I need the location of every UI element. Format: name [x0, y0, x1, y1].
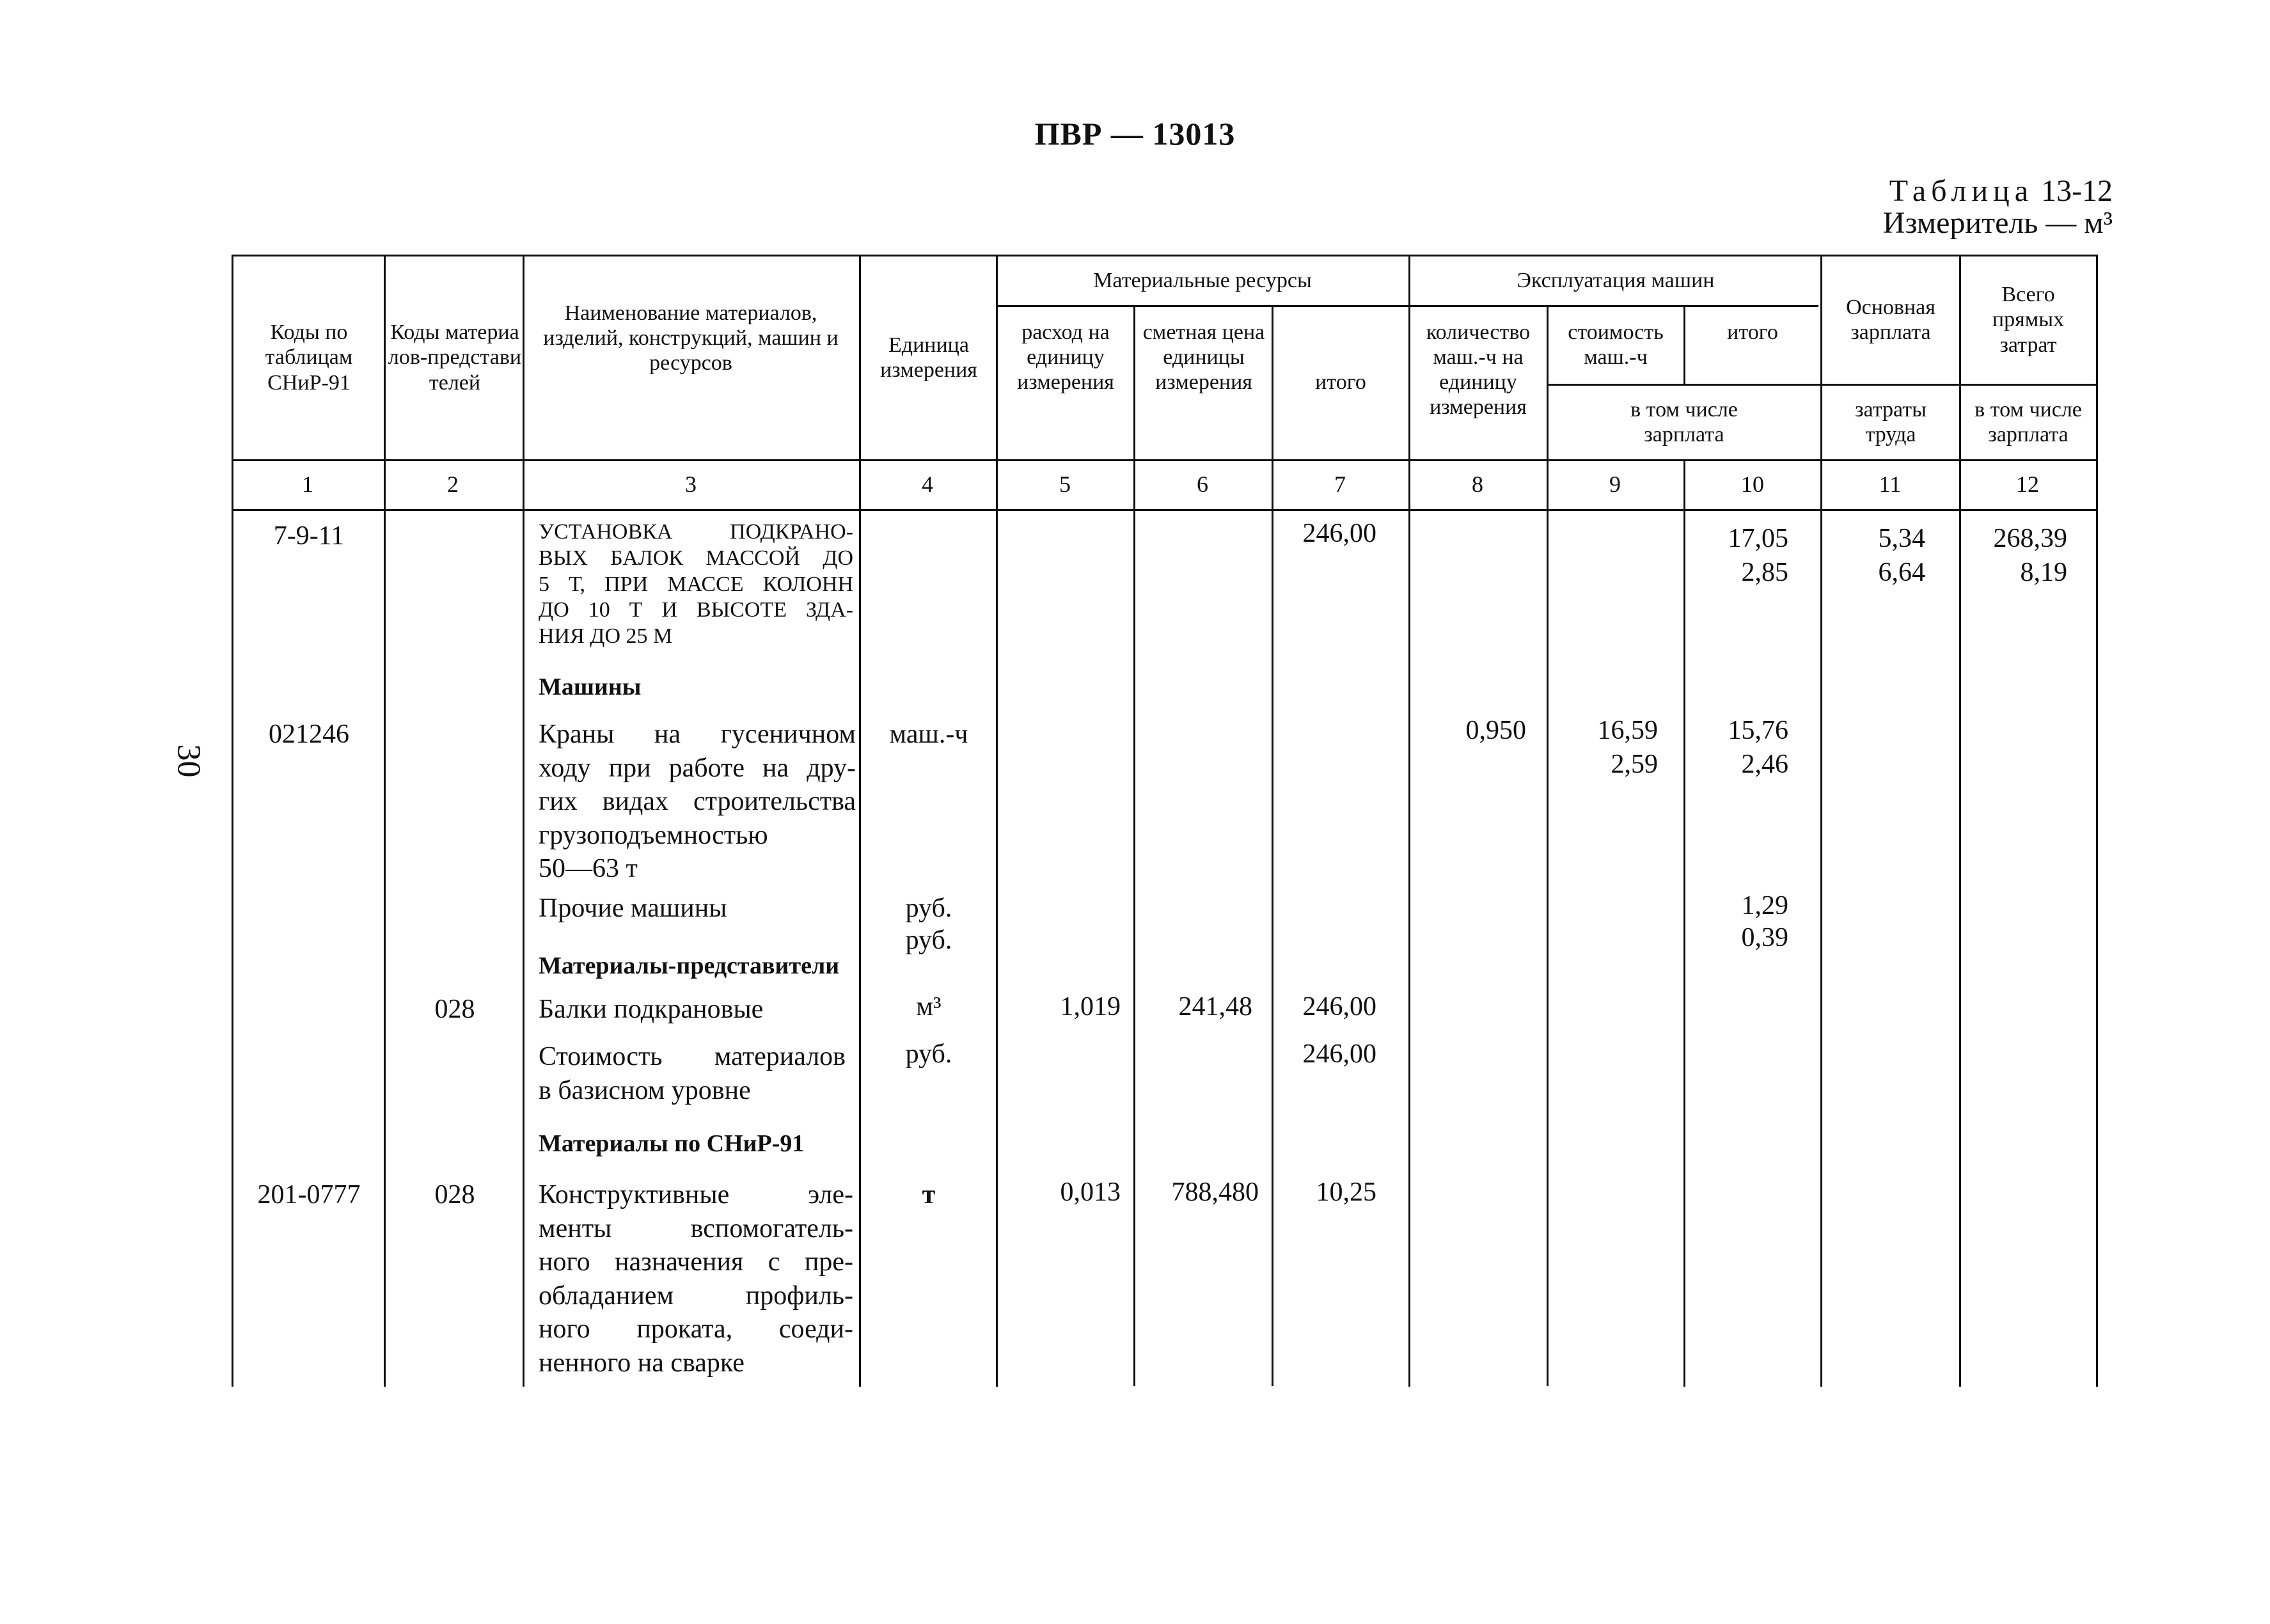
measure-unit: Измеритель — м³ — [1882, 206, 2113, 240]
header-col6: сметная цена единицы измерения — [1142, 320, 1265, 395]
header-col10: итого — [1727, 320, 1778, 344]
crane-name: Краны на гусеничном ходу при работе на дру- гих видах строительства грузоподъемностью 50—63 т — [539, 720, 856, 883]
main-col12: 268,39 8,19 — [1993, 524, 2067, 587]
column-number-9: 9 — [1609, 471, 1621, 497]
grid-line-v10 — [1683, 305, 1685, 384]
beams-col7: 246,00 — [1302, 992, 1376, 1021]
grid-line-v11 — [1820, 255, 1822, 1387]
section-representatives: Материалы-представители — [539, 952, 840, 979]
column-number-6: 6 — [1197, 471, 1208, 497]
header-group-material: Материальные ресурсы — [1093, 268, 1312, 292]
grid-line-numbers-bottom — [232, 509, 2098, 511]
column-number-8: 8 — [1472, 471, 1483, 497]
other-machines-name: Прочие машины — [539, 894, 727, 923]
beams-unit: м³ — [916, 992, 942, 1021]
column-number-7: 7 — [1334, 471, 1346, 497]
column-number-10: 10 — [1741, 471, 1764, 497]
header-col2: Коды материалов-представителей — [388, 320, 522, 395]
crane-code: 021246 — [269, 720, 349, 749]
other-machines-col10: 1,29 — [1741, 891, 1788, 920]
header-col7: итого — [1315, 370, 1366, 395]
structural-col6: 788,480 — [1171, 1178, 1259, 1207]
header-group-machines: Эксплуатация машин — [1517, 268, 1715, 292]
table-number: 13-12 — [2041, 174, 2113, 208]
beams-col6: 241,48 — [1178, 992, 1252, 1021]
header-col9-10-sub: в том числе зарплата — [1630, 397, 1738, 446]
header-col3: Наименование материалов, изделий, конструкций, машин и ресурсов — [543, 301, 839, 375]
main-code: 7-9-11 — [273, 521, 345, 551]
header-col11-bottom: затраты труда — [1855, 397, 1927, 446]
crane-col9: 16,59 2,59 — [1597, 716, 1658, 779]
table-caption — [1883, 175, 2113, 240]
beams-col5: 1,019 — [1060, 992, 1121, 1021]
grid-line-v5 — [996, 255, 998, 1387]
main-col7: 246,00 — [1302, 519, 1376, 548]
grid-line-v6 — [1133, 305, 1135, 1386]
document-title: ПВР — 13013 — [1034, 116, 1236, 152]
header-col11-top: Основная зарплата — [1846, 295, 1935, 344]
grid-line-v7 — [1272, 305, 1273, 1386]
crane-unit: маш.-ч — [889, 720, 968, 749]
materials-cost-name: Стоимость материалов в базисном уровне — [539, 1042, 846, 1105]
main-col11: 5,34 6,64 — [1878, 524, 1925, 587]
table-label: Таблица — [1889, 174, 2034, 208]
column-number-1: 1 — [302, 471, 313, 497]
grid-line-v8 — [1408, 255, 1410, 1387]
materials-cost-unit: руб. — [905, 1039, 952, 1069]
header-col8: количество маш.-ч на единицу измерения — [1426, 320, 1531, 420]
grid-line-v2 — [384, 255, 386, 1387]
structural-code: 201-0777 — [257, 1180, 361, 1210]
section-snir-materials: Материалы по СНиР-91 — [539, 1130, 805, 1157]
grid-line-group — [996, 305, 1818, 307]
column-number-4: 4 — [922, 471, 933, 497]
column-number-3: 3 — [685, 471, 697, 497]
header-col12-top: Всего прямых затрат — [1992, 283, 2065, 357]
grid-line-v1 — [232, 255, 233, 1387]
header-col5: расход на единицу измерения — [1017, 320, 1114, 395]
main-col10: 17,05 2,85 — [1728, 524, 1788, 587]
representatives-unit: руб. — [905, 926, 952, 955]
page-number: 30 — [170, 744, 207, 778]
grid-line-v10b — [1683, 459, 1685, 1387]
header-col9: стоимость маш.-ч — [1568, 320, 1664, 370]
header-col1: Коды по таблицам СНиР-91 — [265, 320, 353, 395]
header-col4: Единица измерения — [880, 333, 977, 382]
header-col12-bottom: в том числе зарплата — [1974, 397, 2082, 446]
column-number-5: 5 — [1059, 471, 1071, 497]
beams-name: Балки подкрановые — [539, 995, 764, 1024]
column-number-2: 2 — [447, 471, 459, 497]
section-machines: Машины — [539, 674, 642, 700]
grid-line-v9 — [1547, 305, 1549, 1386]
structural-col5: 0,013 — [1060, 1178, 1121, 1207]
column-number-11: 11 — [1879, 471, 1902, 497]
other-machines-unit: руб. — [905, 894, 952, 923]
main-name: УСТАНОВКА ПОДКРАНО- ВЫХ БАЛОК МАССОЙ ДО 5 Т, ПРИ МАССЕ КОЛОНН ДО 10 Т И ВЫСОТЕ ЗДА- НИЯ ДО 25 М — [539, 520, 853, 649]
structural-col7: 10,25 — [1316, 1178, 1376, 1207]
grid-line-header-bottom — [232, 459, 2098, 461]
materials-cost-col7: 246,00 — [1302, 1039, 1376, 1069]
column-number-12: 12 — [2016, 471, 2039, 497]
grid-line-v4 — [859, 255, 861, 1387]
grid-line-v3 — [523, 255, 524, 1387]
structural-mat-code: 028 — [434, 1180, 475, 1210]
structural-unit: т — [922, 1180, 936, 1210]
crane-col8: 0,950 — [1465, 716, 1526, 745]
crane-col10: 15,76 2,46 — [1728, 716, 1788, 779]
beams-mat-code: 028 — [434, 995, 475, 1024]
grid-line-v13 — [2096, 255, 2098, 1387]
representatives-col10: 0,39 — [1741, 923, 1788, 952]
structural-name: Конструктивные эле- менты вспомогатель- ного назначения с пре- обладанием профиль- ного проката, соеди- ненного на сварке — [539, 1180, 853, 1378]
